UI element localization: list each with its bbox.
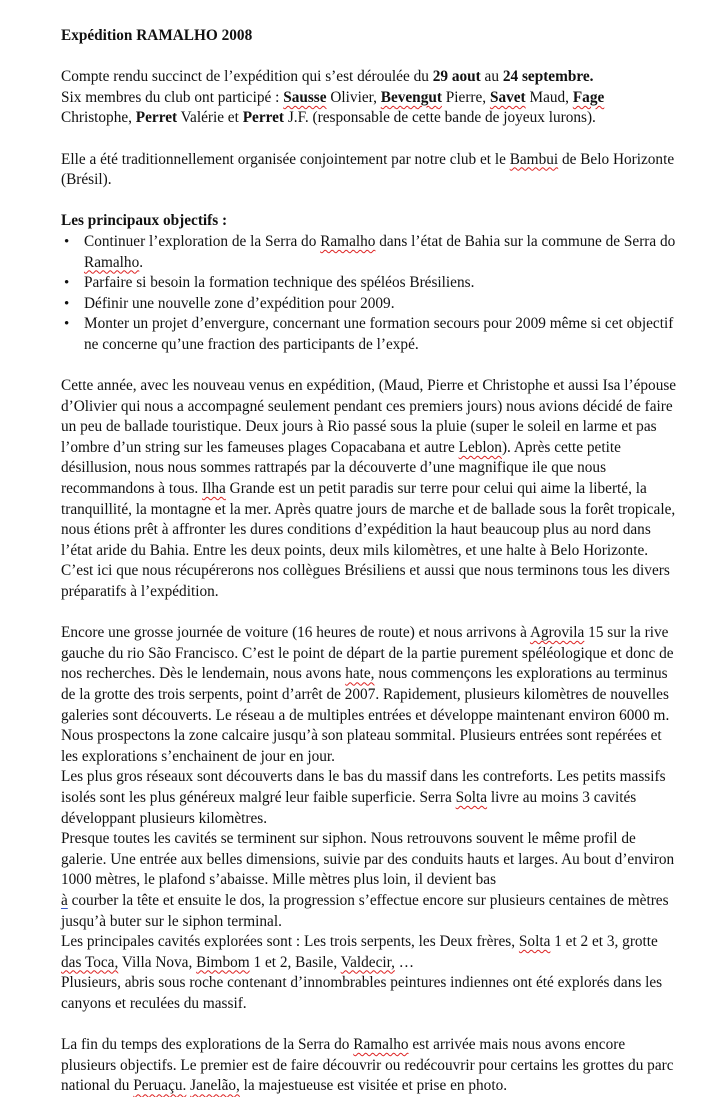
caves-list-paragraph: Les principales cavités explorées sont : Les trois serpents, les Deux frères, Solta 1 et 2 et 3, grotte das Toca, Villa Nova, Bimbom 1 et 2, Basile, Valdecir, … — [61, 933, 658, 971]
document-title: Expédition RAMALHO 2008 — [61, 27, 253, 44]
document-page — [61, 26, 681, 1097]
shelters-paragraph: Plusieurs, abris sous roche contenant d’innombrables peintures indiennes ont été explorés dans les canyons et reculées du massif. — [61, 974, 663, 1012]
intro-paragraph: Compte rendu succinct de l’expédition qui s’est déroulée du 29 aout au 24 septembre. Six membres du club ont participé : Sausse Olivier, Bevengut Pierre, Savet Maud, Fage Christophe, Perret Valérie et Perret J.F. (responsable de cette bande de joyeux lurons). — [61, 68, 605, 127]
networks-paragraph: Les plus gros réseaux sont découverts dans le bas du massif dans les contreforts. Les petits massifs isolés sont les plus généreux malgré leur faible superficie. Serra Solta livre au moins 3 cavités développant plusieurs kilomètres. — [61, 768, 666, 827]
objectives-heading: Les principaux objectifs : — [61, 212, 228, 230]
objective-item: • Définir une nouvelle zone d’expédition pour 2009. — [61, 294, 681, 315]
tourism-paragraph: Cette année, avec les nouveau venus en expédition, (Maud, Pierre et Christophe et aussi Isa l’épouse d’Olivier qui nous a accompagné seulement pendant ces premiers jours) nous avions décidé de faire un peu de ballade touristique. Deux jours à Rio passé sous la pluie (super le soleil en larme et pas l’ombre d’un string sur les fameuses plages Copacabana et autre Leblon). Après cette petite désillusion, nous nous sommes rattrapés par la découverte d’une magnifique ile que nous recommandons à tous. Ilha Grande est un petit paradis sur terre pour celui qui aime la liberté, la tranquillité, la montagne et la mer. Après quatre jours de marche et de ballade sous la forêt tropicale, nous étions prêt à affronter les dures conditions d’expédition la haut beaucoup plus au nord dans l’état aride du Bahia. Entre les deux points, deux mils kilomètres, et une halte à Belo Horizonte. C’est ici que nous récupérerons nos collègues Brésiliens et aussi que nous terminons tous les divers préparatifs à l’expédition. — [61, 377, 677, 601]
organisation-paragraph: Elle a été traditionnellement organisée conjointement par notre club et le Bambui de Belo Horizonte (Brésil). — [61, 150, 675, 189]
siphon-paragraph: Presque toutes les cavités se terminent sur siphon. Nous retrouvons souvent le même profil de galerie. Une entrée aux belles dimensions, suivie par des conduits hauts et larges. Au bout d’environ 1000 mètres, le plafond s’abaisse. Mille mètres plus loin, il devient bas à courber la tête et ensuite le dos, la progression s’effectue encore sur plusieurs centaines de mètres jusqu’à buter sur le siphon terminal. — [61, 830, 675, 930]
objectives-list — [61, 232, 681, 356]
objective-item: • Continuer l’exploration de la Serra do Ramalho dans l’état de Bahia sur la commune de Serra do Ramalho. — [61, 232, 681, 273]
objective-item: • Monter un projet d’envergure, concernant une formation secours pour 2009 même si cet objectif ne concerne qu’une fraction des participants de l’expé. — [61, 314, 681, 355]
prospection-paragraph: Nous prospectons la zone calcaire jusqu’à son plateau sommital. Plusieurs entrées sont repérées et les explorations s’enchainent de jour en jour. — [61, 727, 662, 765]
objective-item: • Parfaire si besoin la formation technique des spéléos Brésiliens. — [61, 273, 681, 294]
ending-paragraph: La fin du temps des explorations de la Serra do Ramalho est arrivée mais nous avons encore plusieurs objectifs. Le premier est de faire découvrir ou redécouvrir pour certains les grottes du parc national du Peruaçu. Janelão, la majestueuse est visitée et prise en photo. — [61, 1036, 674, 1095]
exploration-paragraph: Encore une grosse journée de voiture (16 heures de route) et nous arrivons à Agrovila 15 sur la rive gauche du rio São Francisco. C’est le point de départ de la partie purement spéléologique et donc de nos recherches. Dès le lendemain, nous avons hate, nous commençons les explorations au terminus de la grotte des trois serpents, point d’arrêt de 2007. Rapidement, plusieurs kilomètres de nouvelles galeries sont découverts. Le réseau a de multiples entrées et développe maintenant environ 6000 m. — [61, 624, 674, 724]
